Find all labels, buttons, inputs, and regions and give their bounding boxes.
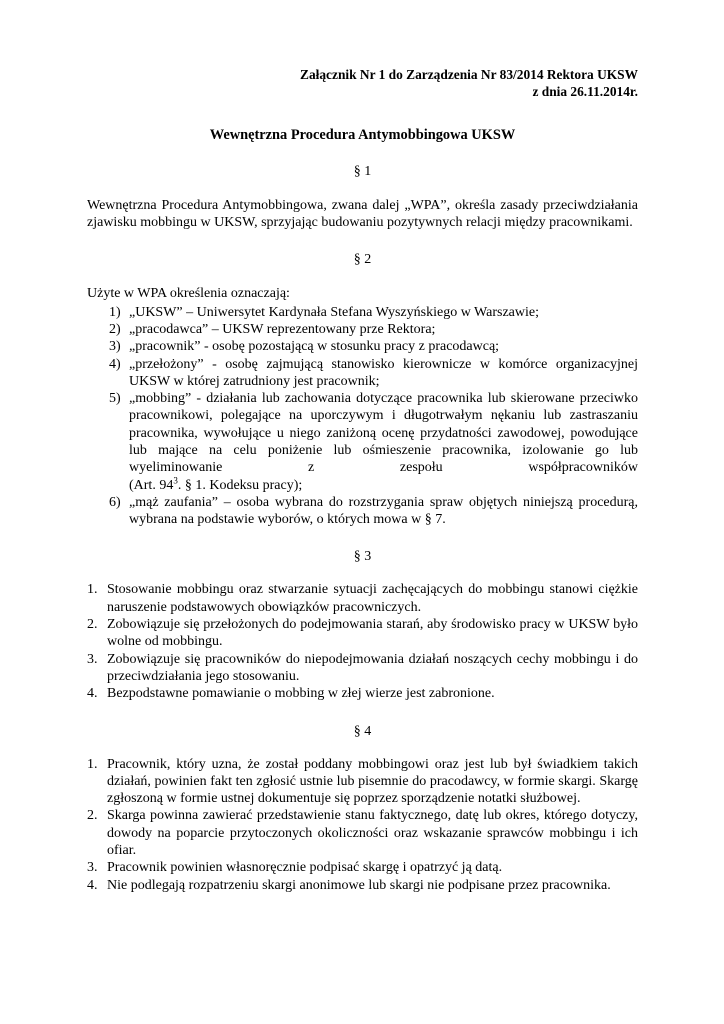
list-item: 2) „pracodawca” – UKSW reprezentowany prze Rektora; xyxy=(109,321,436,337)
list-item: 3) „pracownik” - osobę pozostającą w stosunku pracy z pracodawcą; xyxy=(109,339,500,355)
section-2-intro: Użyte w WPA określenia oznaczają: xyxy=(87,286,290,302)
section-2-heading: § 2 xyxy=(353,252,372,268)
list-item: 1) „UKSW” – Uniwersytet Kardynała Stefana Wyszyńskiego w Warszawie; xyxy=(109,304,539,320)
section-3-list xyxy=(87,581,638,702)
list-item: 3. Pracownik powinien własnoręcznie podpisać skargę i opatrzyć ją datą. xyxy=(87,860,503,876)
document-title: Wewnętrzna Procedura Antymobbingowa UKSW xyxy=(209,127,516,143)
list-item: 1. Stosowanie mobbingu oraz stwarzanie sytuacji zachęcających do mobbingu stanowi ciężkie naruszenie podstawowych obowiązków pracowniczych. xyxy=(87,582,638,615)
section-4-heading: § 4 xyxy=(353,723,372,739)
list-item: 4) „przełożony” - osobę zajmującą stanowisko kierownicze w komórce organizacyjnej UKSW w której zatrudniony jest pracownik; xyxy=(109,356,638,389)
list-item: 6) „mąż zaufania” – osoba wybrana do rozstrzygania spraw objętych niniejszą procedurą, wybrana na podstawie wyborów, o których mowa w § 7. xyxy=(109,494,638,528)
list-item: 2. Zobowiązuje się przełożonych do podejmowania starań, aby środowisko pracy w UKSW było wolne od mobbingu. xyxy=(87,617,638,650)
superscript: 3 xyxy=(173,474,178,485)
document-header xyxy=(87,66,638,100)
section-4-list xyxy=(87,756,638,894)
header-date-line: z dnia 26.11.2014r. xyxy=(532,84,638,99)
list-item: 3. Zobowiązuje się pracowników do niepodejmowania działań noszących cechy mobbingu i do przeciwdziałania jego stosowaniu. xyxy=(87,651,638,684)
list-item: 4. Bezpodstawne pomawianie o mobbing w złej wierze jest zabronione. xyxy=(87,686,495,702)
definitions-list xyxy=(87,304,638,529)
list-item: 2. Skarga powinna zawierać przedstawienie stanu faktycznego, datę lub okres, którego dotyczy, dowody na poparcie przytoczonych okoliczności oraz wskazanie sprawców mobbingu i ich ofiar. xyxy=(87,808,638,859)
list-item: 1. Pracownik, który uzna, że został poddany mobbingowi oraz jest lub był świadkiem takich działań, powinien fakt ten zgłosić ustnie lub pisemnie do pracodawcy, w formie skargi. Skargę zgłoszoną w formie ustnej dokumentuje się poprzez sporządzenie notatki służbowej. xyxy=(87,756,638,807)
header-attachment-line: Załącznik Nr 1 do Zarządzenia Nr 83/2014 Rektora UKSW xyxy=(300,67,638,82)
section-1-text: Wewnętrzna Procedura Antymobbingowa, zwana dalej „WPA”, określa zasady przeciwdziałania zjawisku mobbingu w UKSW, sprzyjając budowaniu pozytywnych relacji między pracownikami. xyxy=(87,198,638,231)
section-1-heading: § 1 xyxy=(353,164,372,179)
list-item: 4. Nie podlegają rozpatrzeniu skargi anonimowe lub skargi nie podpisane przez pracownika. xyxy=(87,877,611,893)
section-3-heading: § 3 xyxy=(353,549,372,565)
list-item: 5) „mobbing” - działania lub zachowania dotyczące pracownika lub skierowane przeciwko pracownikowi, polegające na uporczywym i długotrwałym nękaniu lub zastraszaniu pracownika, wywołujące u niego zaniżoną ocenę przydatności zawodowej, powodujące lub mające na celu poniżenie lub ośmieszenie pracownika, izolowanie go lub wyeliminowanie z zespołu współpracowników (Art. $94^3$. § 1. Kodeksu pracy); xyxy=(109,391,638,493)
